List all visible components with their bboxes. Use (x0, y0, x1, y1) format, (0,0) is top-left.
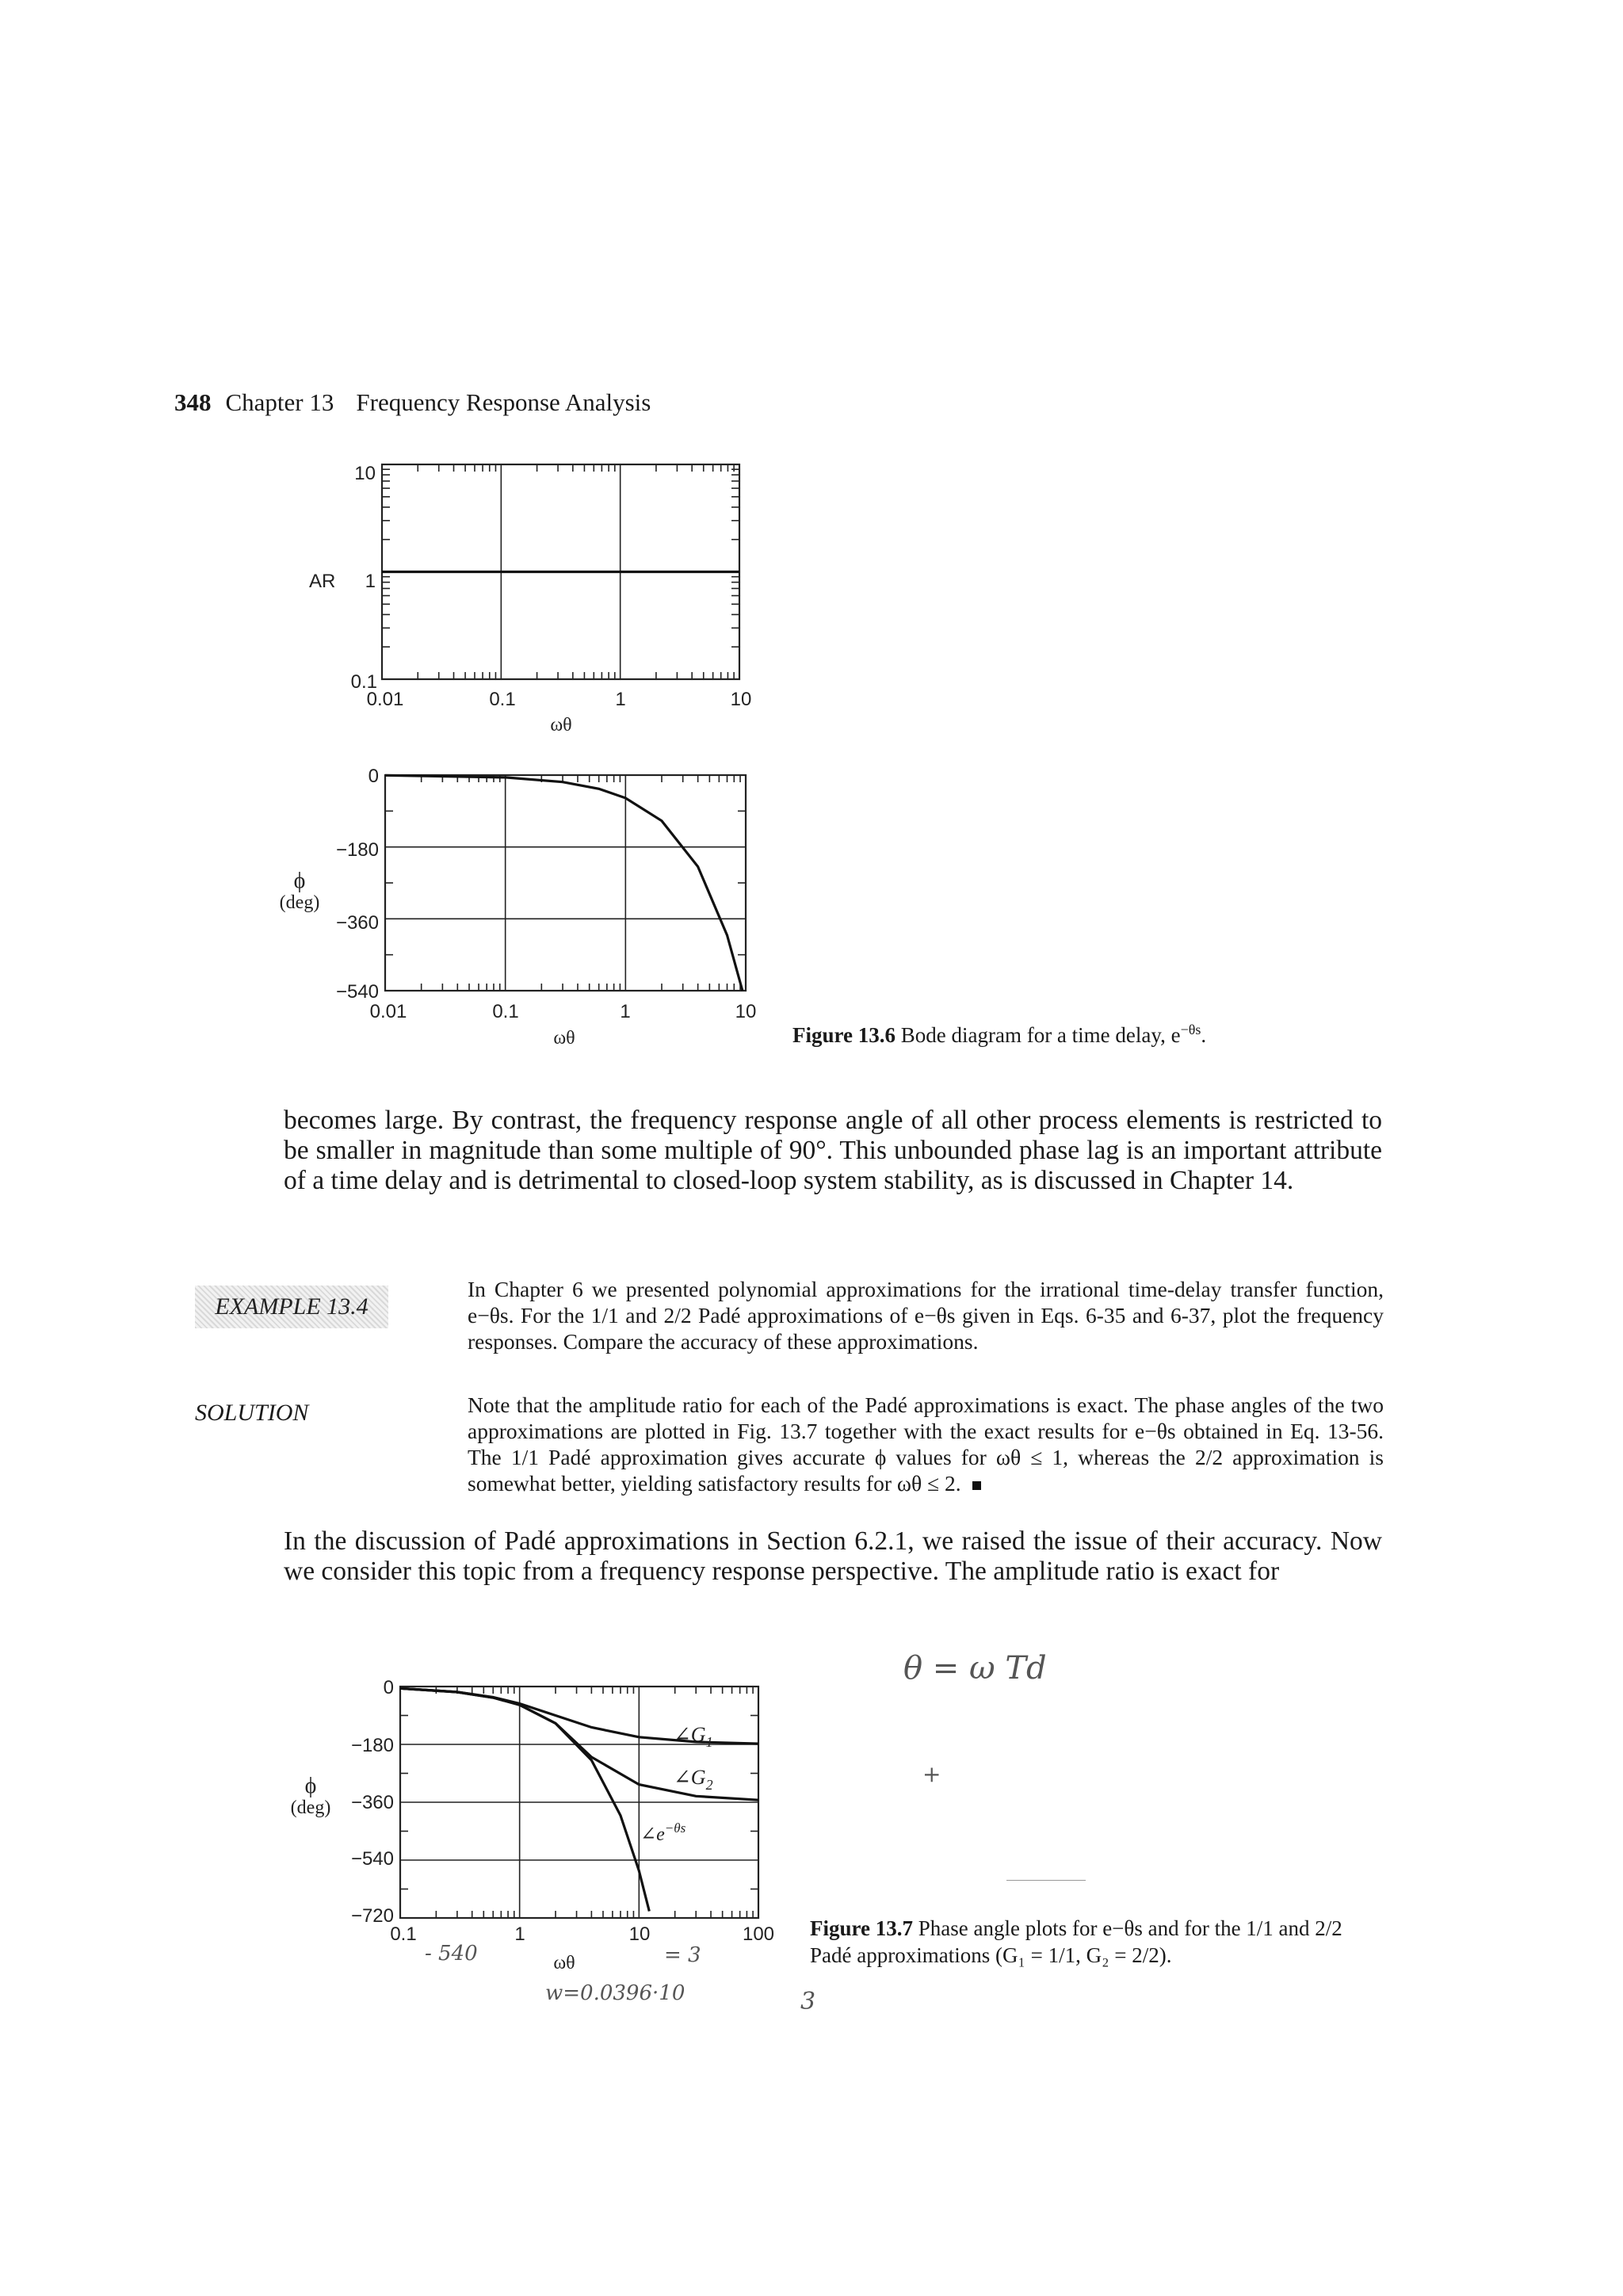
ar-y-tick-10: 10 (354, 463, 376, 484)
pade-x-label: ωθ (553, 1953, 575, 1973)
pade-y-tick-180: −180 (350, 1735, 394, 1756)
pencil-dash (1006, 1880, 1086, 1881)
figure-13-7-caption-line1: Phase angle plots for e−θs and for the 1/1 and 2/2 (918, 1916, 1342, 1940)
phase-x-tick-0-01: 0.01 (369, 1001, 407, 1022)
figure-13-7-caption-line2: Padé approximations (G₁ = 1/1, G₂ = 2/2). (810, 1943, 1172, 1967)
figure-13-7-caption (810, 1915, 1388, 1969)
pade-y-label-unit: (deg) (290, 1797, 331, 1818)
pade-x-tick-10: 10 (628, 1924, 651, 1945)
page-number: 348 (174, 388, 212, 416)
solution-label: SOLUTION (195, 1400, 309, 1426)
phase-x-tick-1: 1 (620, 1001, 631, 1022)
ar-x-tick-10: 10 (730, 689, 752, 710)
ar-x-label: ωθ (550, 715, 572, 735)
handwritten-note-w: w=0.0396·10 (545, 1981, 685, 2005)
phase-minor-ticks (385, 775, 746, 991)
figure-13-6-phase-chart (269, 765, 777, 1070)
pade-x-tick-100: 100 (742, 1924, 775, 1945)
page-header (174, 388, 651, 417)
end-of-example-mark (972, 1481, 981, 1490)
paragraph-1: becomes large. By contrast, the frequency response angle of all other process elements is restricted to be smaller in magnitude than some multiple of 90°. This unbounded phase lag is an important attribute of a time delay and is detrimental to closed-loop system stability, as is discussed in Chapter 14. (284, 1106, 1382, 1195)
handwritten-note-theta: θ = ω Td (903, 1650, 1047, 1687)
label-g2: $\angle G_2$ (674, 1766, 713, 1793)
figure-13-6-caption-exponent: −θs (1180, 1022, 1201, 1037)
figure-13-6-caption-end: . (1201, 1023, 1207, 1047)
pade-series-lines (400, 1688, 758, 1911)
handwritten-note-eq3: = 3 (664, 1943, 701, 1967)
pade-y-tick-360: −360 (350, 1792, 394, 1813)
pade-y-tick-720: −720 (350, 1905, 394, 1927)
figure-13-6-caption (792, 1016, 1363, 1049)
chapter-title: Frequency Response Analysis (356, 388, 651, 416)
pade-grid (400, 1687, 758, 1918)
ar-x-tick-0-1: 0.1 (489, 689, 516, 710)
figure-13-6-ar-chart (269, 456, 761, 741)
figure-13-7-label: Figure 13.7 (810, 1916, 913, 1940)
example-badge: EXAMPLE 13.4 (195, 1286, 388, 1328)
handwritten-note-540: - 540 (425, 1942, 478, 1966)
ar-y-tick-0-1: 0.1 (350, 671, 377, 693)
chapter-label: Chapter 13 (225, 388, 334, 416)
figure-13-6-caption-text: Bode diagram for a time delay, e (900, 1023, 1181, 1047)
solution-text: Note that the amplitude ratio for each of the Padé approximations is exact. The phase angles of the two approximations are plotted in Fig. 13.7 together with the exact results for e−θs obtained in Eq. 13-56. The 1/1 Padé approximation gives accurate ϕ values for ωθ ≤ 1, whereas the 2/2 approximation is somewhat better, yielding satisfactory results for ωθ ≤ 2. (468, 1392, 1384, 1496)
pade-y-tick-540: −540 (350, 1848, 394, 1870)
solution-block (468, 1392, 1384, 1496)
ar-x-tick-0-01: 0.01 (366, 689, 404, 710)
label-g1: $\angle G_1$ (674, 1723, 713, 1750)
figure-13-6-label: Figure 13.6 (792, 1023, 896, 1047)
pade-x-tick-1: 1 (514, 1924, 525, 1945)
phase-y-tick-540: −540 (335, 981, 379, 1003)
ar-y-label: AR (309, 571, 336, 592)
phase-x-tick-0-1: 0.1 (492, 1001, 519, 1022)
pade-y-tick-0: 0 (383, 1677, 394, 1698)
phase-y-tick-0: 0 (368, 766, 379, 787)
phase-series-line (385, 775, 743, 991)
phase-x-tick-10: 10 (735, 1001, 757, 1022)
label-time-delay: $\angle e^{-\theta s}$ (640, 1820, 686, 1845)
ar-x-tick-1: 1 (615, 689, 626, 710)
paragraph-2: In the discussion of Padé approximations in Section 6.2.1, we raised the issue of their accuracy. Now we consider this topic from a frequency response perspective. The amplitude ratio is exact for (284, 1526, 1382, 1586)
pade-y-label-symbol: ϕ (304, 1774, 317, 1798)
phase-y-label-symbol: ϕ (293, 869, 306, 893)
phase-grid (385, 775, 746, 991)
pade-x-tick-0-1: 0.1 (390, 1924, 417, 1945)
phase-y-tick-360: −360 (335, 912, 379, 934)
phase-y-tick-180: −180 (335, 839, 379, 861)
phase-x-label: ωθ (553, 1028, 575, 1049)
handwritten-note-plus: + (922, 1761, 941, 1787)
series-line-3 (400, 1688, 649, 1911)
figure-13-7-phase-chart (277, 1664, 785, 1989)
ar-y-tick-1: 1 (365, 571, 376, 592)
example-text: In Chapter 6 we presented polynomial approximations for the irrational time-delay transfer function, e−θs. For the 1/1 and 2/2 Padé approximations of e−θs given in Eqs. 6-35 and 6-37, plot the frequency responses. Compare the accuracy of these approximations. (468, 1277, 1384, 1354)
phase-plot-frame (385, 775, 746, 991)
phase-y-label-unit: (deg) (279, 892, 320, 913)
handwritten-note-3: 3 (800, 1988, 816, 2015)
